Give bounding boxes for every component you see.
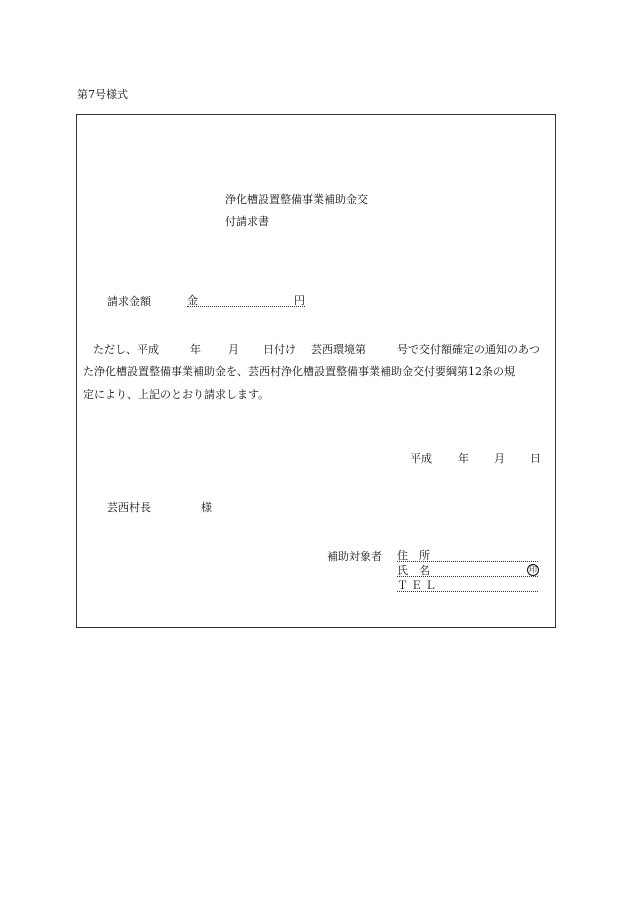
amount-field[interactable] — [187, 292, 305, 307]
name-label: 氏 名 — [397, 564, 430, 577]
form-title-line2: 付請求書 — [225, 215, 269, 228]
applicant-label: 補助対象者 — [327, 550, 382, 563]
tel-field[interactable] — [397, 577, 538, 592]
body-line2: た浄化槽設置整備事業補助金を、芸西村浄化槽設置整備事業補助金交付要綱第12条の規 — [83, 365, 515, 378]
body-line1-start: ただし、平成 — [93, 343, 159, 356]
body-line3: 定により、上記のとおり請求します。 — [83, 388, 270, 401]
address-field[interactable] — [397, 547, 538, 562]
date-day: 日 — [530, 452, 541, 465]
date-month: 月 — [494, 452, 505, 465]
body-line1-year: 年 — [190, 343, 201, 356]
addressee-honorific: 様 — [201, 501, 212, 514]
date-year: 年 — [458, 452, 469, 465]
body-line1-rest: 号で交付額確定の通知のあつ — [397, 343, 540, 356]
amount-label: 請求金額 — [107, 295, 151, 308]
amount-suffix: 円 — [294, 294, 305, 307]
amount-prefix: 金 — [187, 294, 198, 307]
name-field[interactable] — [397, 562, 538, 577]
form-title-line1: 浄化槽設置整備事業補助金交 — [225, 193, 368, 206]
body-line1-ref: 芸西環境第 — [311, 343, 366, 356]
body-line1-day: 日付け — [263, 343, 296, 356]
tel-label: ＴＥＬ — [397, 579, 439, 592]
date-era: 平成 — [410, 452, 432, 465]
form-number: 第7号様式 — [77, 88, 128, 101]
seal-mark: 印 — [529, 565, 537, 574]
body-line1-month: 月 — [228, 343, 239, 356]
addressee-name: 芸西村長 — [107, 501, 151, 514]
address-label: 住 所 — [397, 549, 430, 562]
